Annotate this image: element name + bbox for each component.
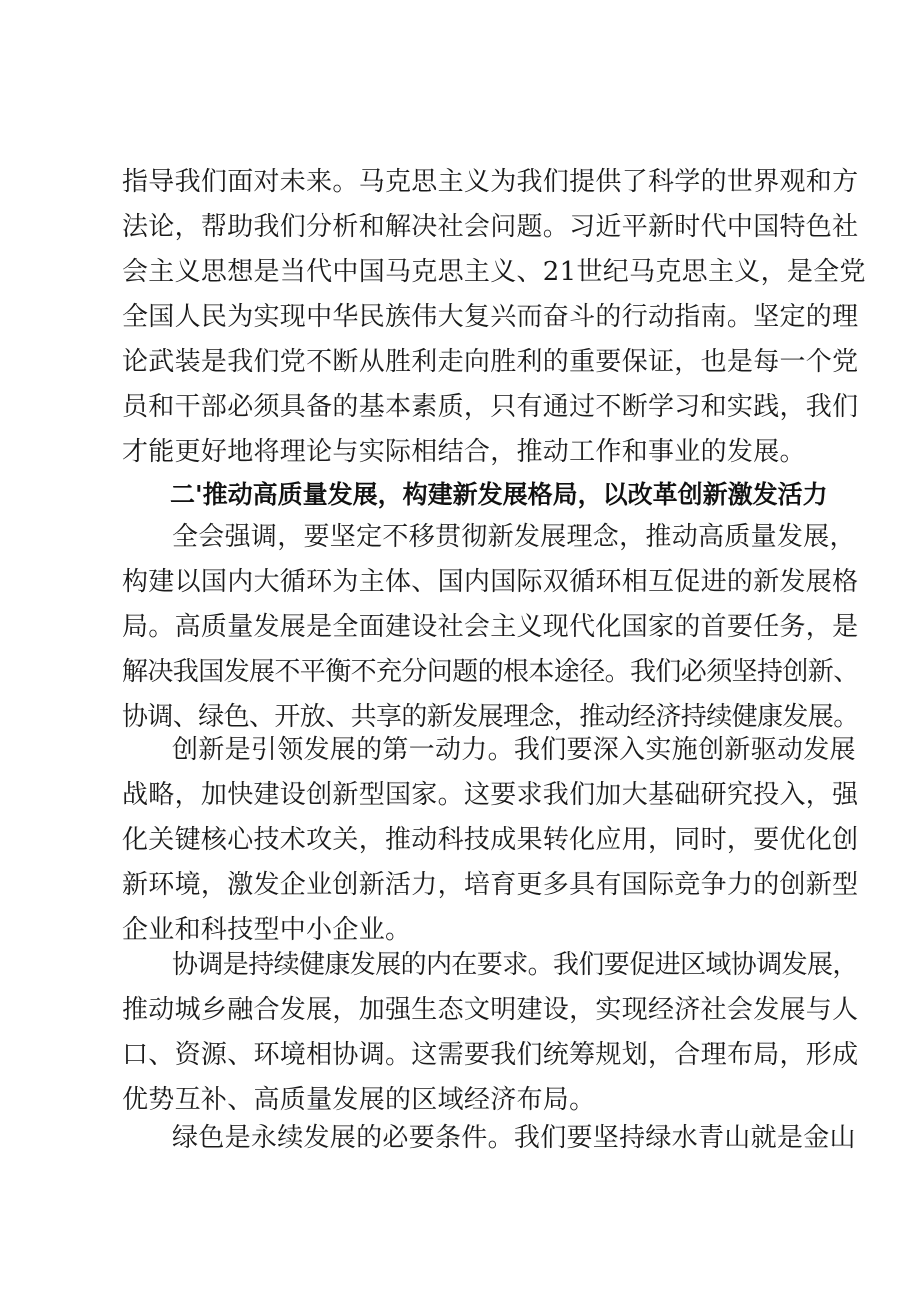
paragraph-line: 口、资源、环境相协调。这需要我们统筹规划，合理布局，形成 [122,1040,859,1070]
paragraph-line: 指导我们面对未来。马克思主义为我们提供了科学的世界观和方 [122,167,859,197]
paragraph-line: 化关键核心技术攻关，推动科技成果转化应用，同时，要优化创 [122,825,859,855]
paragraph-line: 战略，加快建设创新型国家。这要求我们加大基础研究投入，强 [122,780,859,810]
paragraph-line: 创新是引领发展的第一动力。我们要深入实施创新驱动发展 [172,735,856,765]
paragraph-line: 推动城乡融合发展，加强生态文明建设，实现经济社会发展与人 [122,995,859,1025]
paragraph-line: 法论，帮助我们分析和解决社会问题。习近平新时代中国特色社 [122,212,859,242]
paragraph-line: 协调、绿色、开放、共享的新发展理念，推动经济持续健康发展。 [122,702,859,732]
paragraph-line: 绿色是永续发展的必要条件。我们要坚持绿水青山就是金山 [172,1123,856,1153]
paragraph-line: 全会强调，要坚定不移贯彻新发展理念，推动高质量发展， [172,522,856,552]
paragraph-line: 企业和科技型中小企业。 [122,915,412,945]
paragraph-line: 全国人民为实现中华民族伟大复兴而奋斗的行动指南。坚定的理 [122,302,859,332]
paragraph-line: 才能更好地将理论与实际相结合，推动工作和事业的发展。 [122,437,806,467]
section-heading: 二'推动高质量发展，构建新发展格局，以改革创新激发活力 [170,480,828,509]
paragraph-line: 局。高质量发展是全面建设社会主义现代化国家的首要任务，是 [122,612,859,642]
paragraph-line: 解决我国发展不平衡不充分问题的根本途径。我们必须坚持创新、 [122,657,859,687]
paragraph-line: 新环境，激发企业创新活力，培育更多具有国际竞争力的创新型 [122,870,859,900]
paragraph-line: 员和干部必须具备的基本素质，只有通过不断学习和实践，我们 [122,392,859,422]
paragraph-line: 构建以国内大循环为主体、国内国际双循环相互促进的新发展格 [122,567,859,597]
paragraph-line: 优势互补、高质量发展的区域经济布局。 [122,1085,596,1115]
paragraph-line: 论武装是我们党不断从胜利走向胜利的重要保证，也是每一个党 [122,347,859,377]
paragraph-line: 协调是持续健康发展的内在要求。我们要促进区域协调发展， [172,950,858,980]
paragraph-line: 会主义思想是当代中国马克思主义、21世纪马克思主义，是全党 [122,257,866,287]
